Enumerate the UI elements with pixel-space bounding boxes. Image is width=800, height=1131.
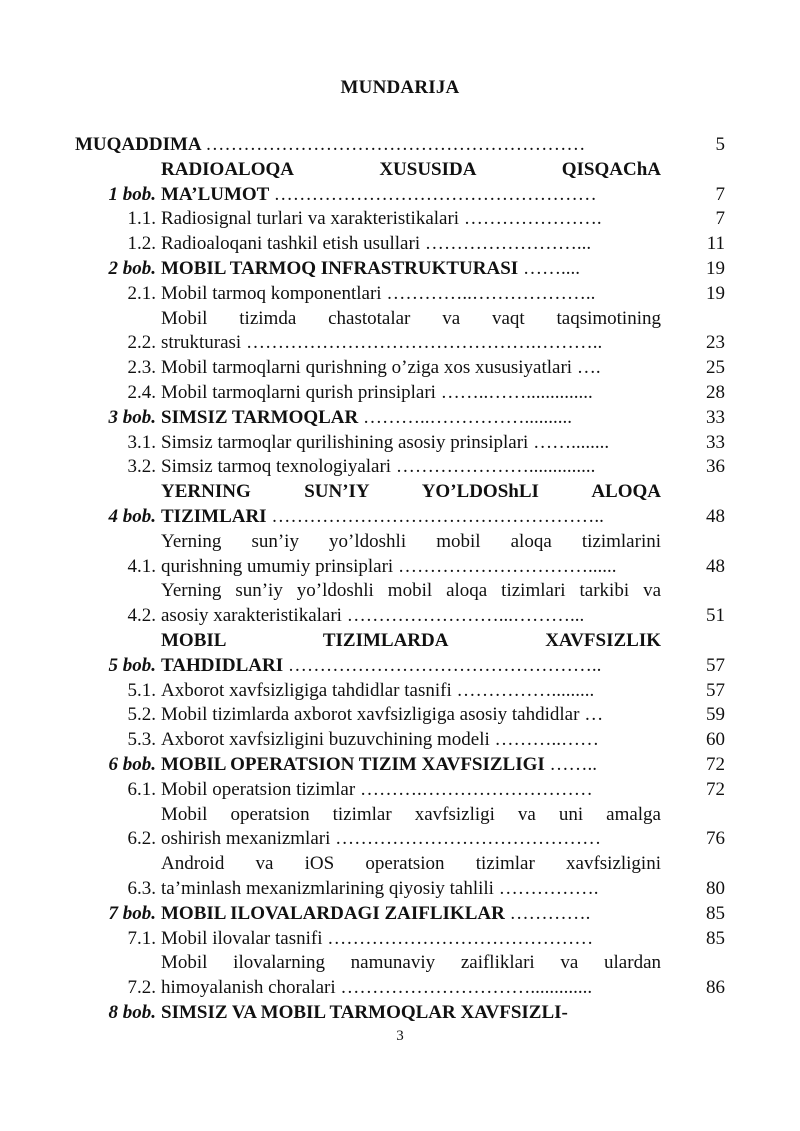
- toc-section-row[interactable]: [75, 951, 725, 1001]
- toc-entry-title-line: TAHDIDLARI: [161, 654, 284, 676]
- toc-entry-text: [161, 431, 661, 456]
- toc-leader-dots: ……..……..............: [440, 381, 593, 403]
- toc-entry-number: 3.1.: [127, 431, 156, 453]
- toc-page-number: 36: [706, 456, 725, 478]
- toc-entry-title-line: YERNING SUN’IY YO’LDOShLI ALOQA: [161, 481, 661, 503]
- toc-entry-text: [161, 728, 661, 753]
- toc-leader-dots: ………………………….............: [340, 977, 593, 999]
- toc-page-number: 59: [706, 704, 725, 726]
- toc-leader-dots: …………………………......: [397, 555, 617, 577]
- toc-entry-number: 5.3.: [127, 729, 156, 751]
- page-number: 3: [396, 1028, 404, 1044]
- toc-chapter-row[interactable]: [75, 753, 725, 778]
- toc-entry-title-line: TIZIMLARI: [161, 505, 267, 527]
- toc-entry-title: MOBIL TARMOQ INFRASTRUKTURASI: [161, 257, 519, 279]
- toc-entry-text: [161, 1001, 661, 1026]
- toc-entry-text: [161, 703, 661, 728]
- toc-entry-number: 7.2.: [127, 977, 156, 999]
- toc-entry-text: [161, 282, 661, 307]
- toc-entry-title-line: MA’LUMOT: [161, 183, 270, 205]
- toc-page-number: 11: [706, 233, 725, 255]
- toc-intro-label: MUQADDIMA: [75, 134, 201, 155]
- toc-chapter-row[interactable]: [75, 1001, 725, 1026]
- toc-leader-dots: ………………….: [463, 208, 602, 230]
- toc-entry-title: Mobil operatsion tizimlar: [161, 778, 356, 800]
- toc-entry-number: 6.2.: [127, 828, 156, 850]
- toc-entry-title-line: Mobil operatsion tizimlar xavfsizligi va uni amalga: [161, 803, 661, 825]
- toc-entry-text: [161, 158, 661, 208]
- toc-entry-title: Mobil tizimlarda axborot xavfsizligiga asosiy tahdidlar: [161, 704, 580, 726]
- toc-entry-number: 2.1.: [127, 282, 156, 304]
- toc-entry-text: [161, 679, 661, 704]
- toc-section-row[interactable]: [75, 579, 725, 629]
- toc-entry-title: Mobil tarmoqlarni qurishning o’ziga xos xususiyatlari: [161, 357, 573, 379]
- toc-rows: [75, 158, 725, 1026]
- toc-entry-title: SIMSIZ VA MOBIL TARMOQLAR XAVFSIZLI-: [161, 1001, 568, 1023]
- toc-leader-dots: ………..……: [494, 729, 600, 751]
- toc-entry-title-line: qurishning umumiy prinsiplari: [161, 555, 394, 577]
- toc-entry-text: [161, 927, 661, 952]
- toc-leader-dots: ………….: [509, 902, 591, 924]
- toc-leader-dots: ……………………………………………: [273, 183, 597, 205]
- toc-page-number: 80: [706, 877, 725, 899]
- toc-entry-text: [161, 530, 661, 580]
- toc-entry-title-line: oshirish mexanizmlari: [161, 828, 331, 850]
- toc-leader-dots: ……………………………………………..: [271, 505, 604, 527]
- toc-section-row[interactable]: [75, 530, 725, 580]
- toc-page-number: 85: [706, 902, 725, 924]
- toc-section-row[interactable]: [75, 232, 725, 257]
- toc-entry-title: Simsiz tarmoqlar qurilishining asosiy prinsiplari: [161, 431, 529, 453]
- toc-page-number: 57: [706, 654, 725, 676]
- toc-page-number: 5: [715, 134, 725, 155]
- toc-entry-number: 7.1.: [127, 927, 156, 949]
- toc-entry-number: 2.2.: [127, 332, 156, 354]
- toc-leader-dots: ……………………………………….………..: [245, 332, 603, 354]
- toc-leader-dots: …………………..............: [395, 456, 596, 478]
- toc-entry-number: 7 bob.: [108, 902, 156, 924]
- toc-section-row[interactable]: [75, 431, 725, 456]
- toc-entry-text: [161, 629, 661, 679]
- toc-entry-text: [161, 778, 661, 803]
- toc-section-row[interactable]: [75, 703, 725, 728]
- toc-entry-title: Mobil tarmoq komponentlari: [161, 282, 382, 304]
- toc-leader-dots: ……….………………………: [359, 778, 593, 800]
- toc-entry-text: [161, 753, 661, 778]
- toc-chapter-row[interactable]: [75, 406, 725, 431]
- toc-entry-number: 5.2.: [127, 704, 156, 726]
- toc-chapter-row[interactable]: [75, 257, 725, 282]
- toc-entry-number: 4.2.: [127, 605, 156, 627]
- toc-section-row[interactable]: [75, 852, 725, 902]
- toc-leader-dots: ….: [576, 357, 601, 379]
- toc-section-row[interactable]: [75, 679, 725, 704]
- toc-section-row[interactable]: [75, 455, 725, 480]
- toc-entry-title-line: MOBIL TIZIMLARDA XAVFSIZLIK: [161, 629, 661, 651]
- toc-section-row[interactable]: [75, 381, 725, 406]
- toc-page-number: 25: [706, 357, 725, 379]
- toc-page-number: 72: [706, 753, 725, 775]
- toc-entry-title-line: Yerning sun’iy yo’ldoshli mobil aloqa tizimlari tarkibi va: [161, 580, 661, 602]
- toc-leader-dots: ……………………………………: [335, 828, 602, 850]
- toc-entry-title: MOBIL ILOVALARDAGI ZAIFLIKLAR: [161, 902, 505, 924]
- toc-entry-title: Radiosignal turlari va xarakteristikalari: [161, 208, 460, 230]
- toc-entry-text: [161, 579, 661, 629]
- toc-entry-number: 2 bob.: [108, 257, 156, 279]
- toc-entry-text: [161, 207, 661, 232]
- toc-entry-title-line: ta’minlash mexanizmlarining qiyosiy tahlili: [161, 877, 494, 899]
- toc-entry-text: [161, 307, 661, 357]
- toc-page-number: 33: [706, 406, 725, 428]
- toc-intro-row[interactable]: [75, 133, 725, 158]
- toc-entry-number: 5.1.: [127, 679, 156, 701]
- toc-page-number: 19: [706, 282, 725, 304]
- toc-entry-text: [161, 902, 661, 927]
- toc-entry-number: 4 bob.: [108, 505, 156, 527]
- toc-entry-title-line: Yerning sun’iy yo’ldoshli mobil aloqa tizimlarini: [161, 530, 661, 552]
- toc-section-row[interactable]: [75, 778, 725, 803]
- toc-entry-title: Radioaloqani tashkil etish usullari: [161, 233, 421, 255]
- toc-section-row[interactable]: [75, 927, 725, 952]
- toc-leader-dots: ……....: [522, 257, 580, 279]
- toc-chapter-row[interactable]: [75, 902, 725, 927]
- toc-entry-text: [75, 133, 661, 158]
- toc-entry-number: 1.2.: [127, 233, 156, 255]
- toc-page-number: 72: [706, 778, 725, 800]
- toc-entry-title-line: RADIOALOQA XUSUSIDA QISQAChA: [161, 158, 661, 180]
- toc-page-number: 51: [706, 605, 725, 627]
- toc-page-number: 28: [706, 381, 725, 403]
- toc-entry-number: 1 bob.: [108, 183, 156, 205]
- toc-leader-dots: ……………………………………: [327, 927, 594, 949]
- toc-section-row[interactable]: [75, 356, 725, 381]
- toc-entry-text: [161, 480, 661, 530]
- toc-leader-dots: …………….: [498, 877, 599, 899]
- toc-entry-number: 4.1.: [127, 555, 156, 577]
- toc-entry-title-line: Android va iOS operatsion tizimlar xavfsizligini: [161, 853, 661, 875]
- toc-entry-text: [161, 951, 661, 1001]
- toc-section-row[interactable]: [75, 803, 725, 853]
- toc-entry-text: [161, 406, 661, 431]
- toc-entry-text: [161, 455, 661, 480]
- toc-entry-title: MOBIL OPERATSION TIZIM XAVFSIZLIGI: [161, 753, 545, 775]
- toc-page-number: 48: [706, 555, 725, 577]
- toc-leader-dots: …: [584, 704, 604, 726]
- toc-leader-dots: ……………………………………………………: [205, 134, 586, 155]
- toc-page-number: 76: [706, 828, 725, 850]
- toc-page-number: 7: [715, 208, 725, 230]
- toc-entry-text: [161, 257, 661, 282]
- toc-entry-title-line: asosiy xarakteristikalari: [161, 605, 342, 627]
- toc-leader-dots: ……........: [533, 431, 610, 453]
- toc-leader-dots: ……………………...: [424, 233, 592, 255]
- toc-entry-number: 1.1.: [127, 208, 156, 230]
- toc-entry-number: 6.3.: [127, 877, 156, 899]
- toc-entry-title: Mobil tarmoqlarni qurish prinsiplari: [161, 381, 436, 403]
- toc-chapter-row[interactable]: [75, 480, 725, 530]
- toc-page-number: 7: [715, 183, 725, 205]
- toc-entry-title-line: strukturasi: [161, 332, 242, 354]
- toc-page-number: 48: [706, 505, 725, 527]
- toc-entry-text: [161, 232, 661, 257]
- toc-entry-title-line: himoyalanish choralari: [161, 977, 336, 999]
- toc-entry-number: 2.4.: [127, 381, 156, 403]
- toc-entry-title: SIMSIZ TARMOQLAR: [161, 406, 359, 428]
- toc-entry-title: Mobil ilovalar tasnifi: [161, 927, 323, 949]
- table-of-contents: [75, 133, 725, 1026]
- toc-entry-number: 3 bob.: [108, 406, 156, 428]
- toc-page-number: 60: [706, 729, 725, 751]
- toc-entry-text: [161, 356, 661, 381]
- toc-section-row[interactable]: [75, 282, 725, 307]
- toc-page-number: 19: [706, 257, 725, 279]
- toc-entry-title: Simsiz tarmoq texnologiyalari: [161, 456, 392, 478]
- toc-entry-text: [161, 852, 661, 902]
- toc-entry-number: 3.2.: [127, 456, 156, 478]
- toc-page-number: 33: [706, 431, 725, 453]
- toc-leader-dots: ……..: [549, 753, 598, 775]
- toc-page-number: 85: [706, 927, 725, 949]
- toc-chapter-row[interactable]: [75, 629, 725, 679]
- toc-leader-dots: …………..………………..: [386, 282, 596, 304]
- toc-entry-number: 6.1.: [127, 778, 156, 800]
- toc-entry-text: [161, 803, 661, 853]
- toc-section-row[interactable]: [75, 728, 725, 753]
- toc-leader-dots: …………………………………………..: [287, 654, 602, 676]
- toc-entry-number: 5 bob.: [108, 654, 156, 676]
- toc-entry-number: 6 bob.: [108, 753, 156, 775]
- toc-entry-text: [161, 381, 661, 406]
- toc-leader-dots: ……………………...………...: [346, 605, 585, 627]
- toc-page-number: 57: [706, 679, 725, 701]
- toc-page-number: 23: [706, 332, 725, 354]
- toc-leader-dots: …………….........: [456, 679, 595, 701]
- toc-leader-dots: ………..……………..........: [363, 406, 572, 428]
- toc-chapter-row[interactable]: [75, 158, 725, 208]
- toc-entry-number: 2.3.: [127, 357, 156, 379]
- toc-entry-title: Axborot xavfsizligini buzuvchining modeli: [161, 729, 490, 751]
- toc-page-number: 86: [706, 977, 725, 999]
- page-title: MUNDARIJA: [340, 77, 460, 98]
- toc-section-row[interactable]: [75, 307, 725, 357]
- toc-entry-title: Axborot xavfsizligiga tahdidlar tasnifi: [161, 679, 452, 701]
- toc-entry-title-line: Mobil tizimda chastotalar va vaqt taqsimotining: [161, 307, 661, 329]
- toc-entry-number: 8 bob.: [108, 1001, 156, 1023]
- toc-section-row[interactable]: [75, 207, 725, 232]
- toc-entry-title-line: Mobil ilovalarning namunaviy zaifliklari va ulardan: [161, 952, 661, 974]
